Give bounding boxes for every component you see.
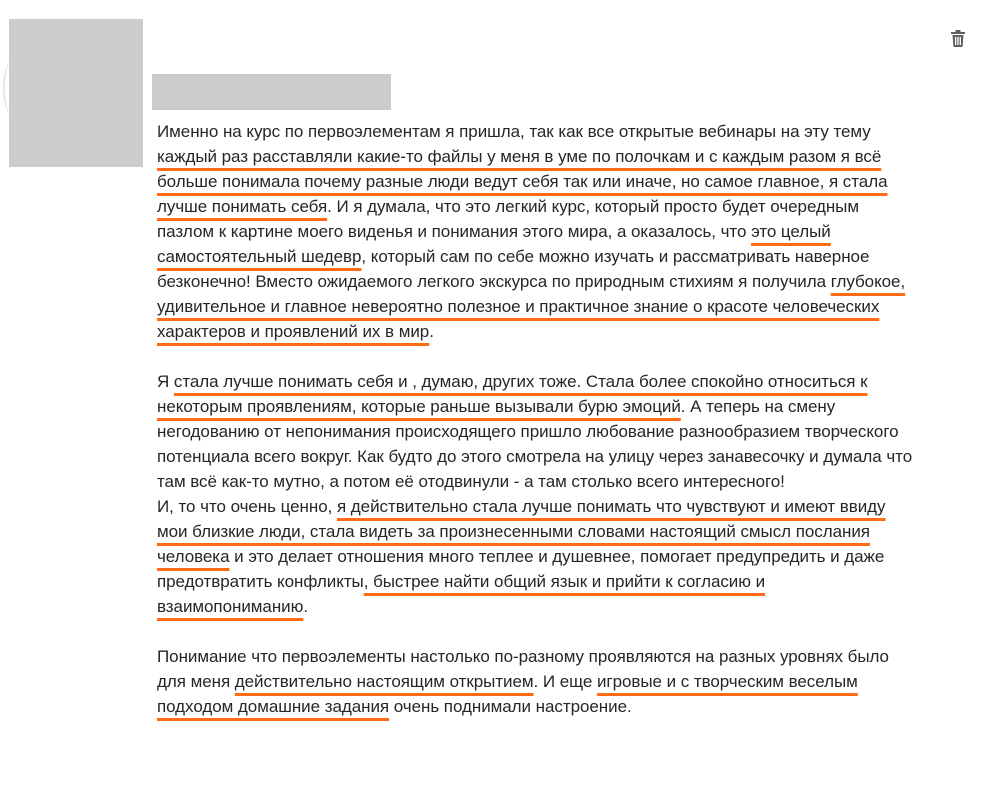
delete-button[interactable]: [947, 27, 969, 49]
highlighted-phrase: глубокое, удивительное и главное невероятно полезное и практичное знание о красоте человеческих характеров и проявлений их в мир: [157, 272, 906, 341]
highlighted-phrase: стала лучше понимать себя и , думаю, других тоже. Стала более спокойно относиться к некоторым проявлениям, которые раньше вызывали бурю эмоций: [157, 372, 868, 416]
highlighted-phrase: , быстрее найти общий язык и прийти к согласию и взаимопониманию: [157, 572, 766, 616]
highlighted-phrase: каждый раз расставляли какие-то файлы у меня в уме по полочкам и с каждым разом я всё больше понимала почему разные люди ведут себя так или иначе, но самое главное, я стала лучше понимать себя: [157, 147, 888, 216]
review-text: [157, 119, 917, 719]
highlighted-phrase: я действительно стала лучше понимать что чувствуют и имеют ввиду мои близкие люди, стала видеть за произнесенными словами настоящий смысл послания человека: [157, 497, 886, 566]
review-paragraph: Я стала лучше понимать себя и , думаю, других тоже. Стала более спокойно относиться к некоторым проявлениям, которые раньше вызывали бурю эмоций. А теперь на смену негодованию от непонимания происходящего пришло любование разнообразием творческого потенциала всего вокруг. Как будто до этого смотрела на улицу через занавесочку и думала что там всё как-то мутно, а потом её отодвинули - а там столько всего интересного!: [157, 372, 913, 491]
trash-icon: [951, 30, 965, 47]
review-paragraph: Именно на курс по первоэлементам я пришла, так как все открытые вебинары на эту тему каждый раз расставляли какие-то файлы у меня в уме по полочкам и с каждым разом я всё больше понимала почему разные люди ведут себя так или иначе, но самое главное, я стала лучше понимать себя. И я думала, что это легкий курс, который просто будет очередным пазлом к картине моего виденья и понимания этого мира, а оказалось, что это целый самостоятельный шедевр, который сам по себе можно изучать и рассматривать наверное безконечно! Вместо ожидаемого легкого экскурса по природным стихиям я получила глубокое, удивительное и главное невероятно полезное и практичное знание о красоте человеческих характеров и проявлений их в мир.: [157, 122, 906, 341]
review-paragraph: И, то что очень ценно, я действительно стала лучше понимать что чувствуют и имеют ввиду мои близкие люди, стала видеть за произнесенными словами настоящий смысл послания человека и это делает отношения много теплее и душевнее, помогает предупредить и даже предотвратить конфликты, быстрее найти общий язык и прийти к согласию и взаимопониманию.: [157, 497, 886, 616]
highlighted-phrase: действительно настоящим открытием: [234, 672, 534, 691]
highlighted-phrase: это целый самостоятельный шедевр: [157, 222, 831, 266]
highlighted-phrase: игровые и с творческим веселым подходом домашние задания: [157, 672, 858, 716]
author-name-redacted: [152, 74, 391, 110]
avatar: [9, 19, 143, 167]
review-paragraph: Понимание что первоэлементы настолько по-разному проявляются на разных уровнях было для меня действительно настоящим открытием. И еще игровые и с творческим веселым подходом домашние задания очень поднимали настроение.: [157, 647, 889, 716]
